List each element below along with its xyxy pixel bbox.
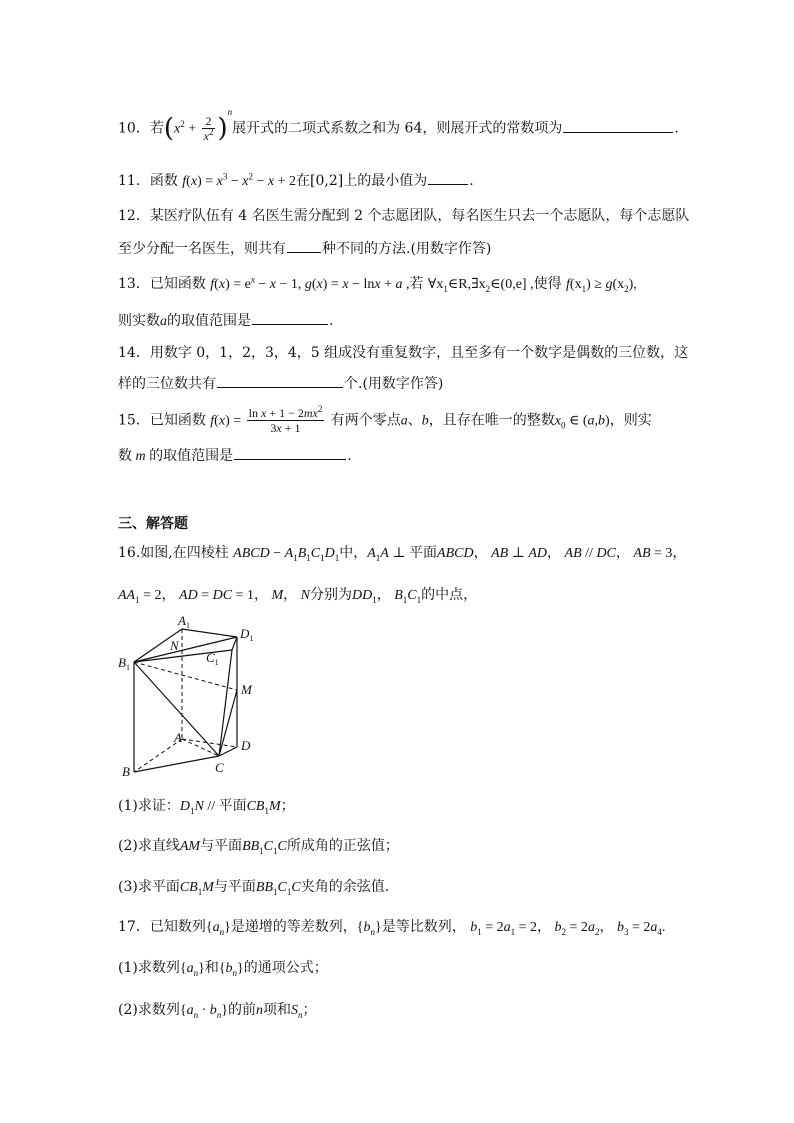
edge-c1-d1 (232, 637, 237, 650)
prism-figure (112, 612, 262, 782)
label-n: N (170, 638, 179, 653)
q16-sub-1: (1)求证：$D_1N$ // 平面$CB_1M$； (118, 798, 295, 816)
hidden-edge-a-c (182, 739, 219, 756)
q11-number: 11．函数 (118, 173, 178, 189)
question-14-line-1: 14．用数字 0，1，2，3，4，5 组成没有重复数字，且至多有一个数字是偶数的三位数，这 (118, 345, 689, 361)
label-c: C (215, 760, 224, 775)
q17-sub-2: (2)求数列$\{a_n \cdot b_n\}$的前n项和$S_n$； (118, 1002, 317, 1020)
q10-answer-blank[interactable] (563, 118, 673, 133)
question-14-line-2: 样的三位数共有 个.(用数字作答) (118, 373, 443, 394)
label-a: A (174, 730, 182, 745)
q17-sub-1: (1)求数列$\{a_n\}$和$\{b_n\}$的通项公式； (118, 960, 328, 978)
label-c1: $C_1$ (206, 650, 219, 667)
question-11: 11．函数 $f(x) = x^3 - x^2 - x + 2$在[0,2]上的最小值为 . (118, 171, 474, 189)
edge-b-c (134, 756, 219, 772)
q12-answer-blank[interactable] (287, 238, 321, 253)
q10-number: 10．若 (118, 120, 164, 137)
label-a1: $A_1$ (178, 613, 190, 630)
q16-sub-2: (2)求直线AM与平面$BB_1C_1C$所成角的正弦值； (118, 838, 399, 856)
section-heading: 三、解答题 (118, 516, 188, 532)
label-m: M (241, 682, 252, 697)
question-10: 10．若($x^2$ + $\frac{2}{x^2}$ )$^n$展开式的二项式系数之和为 64，则展开式的常数项为 . (118, 106, 679, 144)
question-15-line-2: 数 m 的取值范围是 . (118, 445, 352, 467)
question-15-line-1: 15．已知函数 f(x) = $\frac{\ln x + 1 - 2mx^2}{3x + 1}$ 有两个零点a、b，且存在唯一的整数$x_0$ ∈ (a,b)，则实 (118, 404, 652, 435)
q11-answer-blank[interactable] (428, 170, 468, 185)
q15-answer-blank[interactable] (234, 445, 346, 460)
q10-text: 展开式的二项式系数之和为 64，则展开式的常数项为 (232, 120, 563, 137)
label-d: D (241, 738, 251, 753)
q10-fraction: $\frac{2}{x^2}$ (203, 114, 214, 143)
q15-fraction: $\frac{\ln x + 1 - 2mx^2}{3x + 1}$ (248, 404, 323, 435)
edge-a1-d1 (182, 629, 237, 637)
question-16-line-1: 16.如图,在四棱柱 ABCD − $A_1B_1C_1D_1$中，$A_1A$ ⊥ 平面ABCD， AB ⊥ AD， AB // DC， AB = 3， (118, 545, 687, 563)
edge-b1-d1 (134, 637, 237, 662)
q13-answer-blank[interactable] (252, 310, 328, 325)
edge-c-m (219, 690, 237, 756)
label-d1: $D_1$ (240, 626, 254, 643)
question-16-line-2: $AA_1 = 2$， AD = DC = 1， M， N分别为$DD_1$， $B_1C_1$的中点， (118, 587, 478, 605)
question-12-line-2: 至少分配一名医生，则共有 种不同的方法.(用数字作答) (118, 238, 491, 259)
q16-sub-3: (3)求平面$CB_1M$与平面$BB_1C_1C$夹角的余弦值. (118, 879, 390, 897)
question-13-line-1: 13．已知函数 $f(x) = e^x - x - 1$, g(x) = x − lnx + a ,若 $\forall x_1\in R,\exists x_2\in(0,e]$ ,使得 $f(x_1) \ge g(x_2)$, (118, 274, 637, 294)
q14-answer-blank[interactable] (217, 373, 343, 388)
question-13-line-2: 则实数a的取值范围是 . (118, 310, 333, 332)
edge-c-c1 (219, 650, 232, 756)
q11-text: 在[0,2]上的最小值为 (296, 173, 428, 189)
label-b: B (122, 764, 130, 779)
question-12-line-1: 12．某医疗队伍有 4 名医生需分配到 2 个志愿团队，每名医生只去一个志愿队，每个志愿队 (118, 208, 690, 224)
label-b1: $B_1$ (118, 655, 130, 672)
question-17: 17．已知数列$\{a_n\}$是递增的等差数列，$\{b_n\}$是等比数列， $b_1 = 2a_1 = 2$， $b_2 = 2a_2$， $b_3 = 2a_4$. (118, 919, 666, 937)
hidden-edge-b1-m (134, 662, 237, 690)
